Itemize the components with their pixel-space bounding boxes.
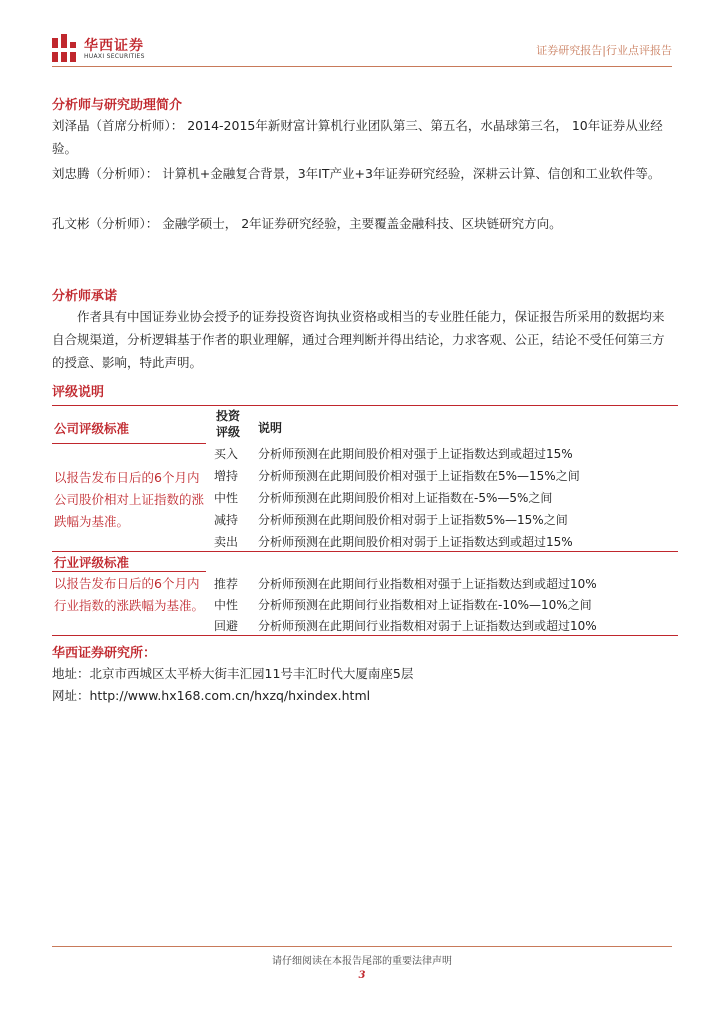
rating-title: 评级说明 bbox=[52, 385, 105, 400]
industry-rating-neutral-desc: 分析师预测在此期间行业指数相对上证指数在-10%—10%之间 bbox=[258, 598, 592, 612]
company-rating-sell: 卖出 bbox=[214, 535, 239, 549]
header-underline bbox=[52, 443, 206, 444]
industry-rating-neutral: 中性 bbox=[214, 598, 239, 612]
company-section-divider bbox=[52, 551, 678, 552]
logo-english-name: HUAXI SECURITIES bbox=[84, 53, 145, 60]
company-rating-basis-text: 以报告发布日后的6个月内公司股价相对上证指数的涨跌幅为基准。 bbox=[54, 470, 205, 529]
industry-standard-header: 行业评级标准 bbox=[54, 555, 130, 570]
footer-divider bbox=[52, 946, 672, 947]
company-rating-sell-desc: 分析师预测在此期间股价相对弱于上证指数达到或超过15% bbox=[258, 535, 573, 549]
rating-column-header: 投资评级 bbox=[215, 409, 240, 439]
institute-website[interactable]: 网址：http://www.hx168.com.cn/hxzq/hxindex.html bbox=[52, 688, 371, 703]
footer-legal-notice: 请仔细阅读在本报告尾部的重要法律声明 bbox=[272, 956, 452, 967]
huaxi-logo-icon bbox=[52, 34, 76, 62]
industry-rating-recommend-desc: 分析师预测在此期间行业指数相对强于上证指数达到或超过10% bbox=[258, 577, 597, 591]
industry-rating-avoid: 回避 bbox=[214, 619, 239, 633]
company-rating-underweight-desc: 分析师预测在此期间股价相对弱于上证指数5%—15%之间 bbox=[258, 513, 568, 527]
page-number: 3 bbox=[358, 970, 366, 981]
header-divider bbox=[52, 66, 672, 67]
company-rating-buy: 买入 bbox=[214, 447, 239, 461]
logo-chinese-name: 华西证券 bbox=[84, 38, 144, 54]
company-rating-underweight: 减持 bbox=[214, 513, 239, 527]
company-rating-overweight: 增持 bbox=[214, 469, 239, 483]
company-rating-buy-desc: 分析师预测在此期间股价相对强于上证指数达到或超过15% bbox=[258, 447, 573, 461]
company-standard-header: 公司评级标准 bbox=[54, 421, 130, 436]
industry-rating-avoid-desc: 分析师预测在此期间行业指数相对弱于上证指数达到或超过10% bbox=[258, 619, 597, 633]
description-column-header: 说明 bbox=[258, 421, 283, 435]
industry-rating-basis: 以报告发布日后的6个月内行业指数的涨跌幅为基准。 bbox=[54, 576, 205, 613]
analyst-bio-3: 孔文彬（分析师）： 金融学硕士， 2年证券研究经验，主要覆盖金融科技、区块链研究方向。 bbox=[52, 216, 562, 231]
analysts-title: 分析师与研究助理简介 bbox=[52, 98, 183, 113]
document-type: 证券研究报告|行业点评报告 bbox=[536, 44, 672, 57]
company-rating-neutral-desc: 分析师预测在此期间股价相对上证指数在-5%—5%之间 bbox=[258, 491, 553, 505]
industry-header-underline bbox=[52, 571, 206, 572]
institute-address: 地址：北京市西城区太平桥大街丰汇园11号丰汇时代大厦南座5层 bbox=[52, 666, 414, 681]
institute-title: 华西证券研究所： bbox=[52, 646, 157, 661]
company-rating-neutral: 中性 bbox=[214, 491, 239, 505]
commitment-title: 分析师承诺 bbox=[52, 289, 118, 304]
company-logo bbox=[52, 34, 202, 64]
table-top-border bbox=[52, 405, 678, 406]
company-rating-overweight-desc: 分析师预测在此期间股价相对强于上证指数在5%—15%之间 bbox=[258, 469, 580, 483]
industry-rating-recommend: 推荐 bbox=[214, 577, 239, 591]
table-bottom-border bbox=[52, 635, 678, 636]
analyst-bio-2: 刘忠腾（分析师）： 计算机+金融复合背景，3年IT产业+3年证券研究经验，深耕云计算、信创和工业软件等。 bbox=[52, 166, 661, 181]
commitment-text: 作者具有中国证券业协会授予的证券投资咨询执业资格或相当的专业胜任能力，保证报告所采用的数据均来自合规渠道，分析逻辑基于作者的职业理解，通过合理判断并得出结论，力求客观、公正，结论不受任何第三方的授意、影响，特此声明。 bbox=[52, 309, 665, 370]
analyst-bio-1: 刘泽晶（首席分析师）： 2014-2015年新财富计算机行业团队第三、第五名，水晶球第三名， 10年证券从业经验。 bbox=[52, 118, 663, 156]
